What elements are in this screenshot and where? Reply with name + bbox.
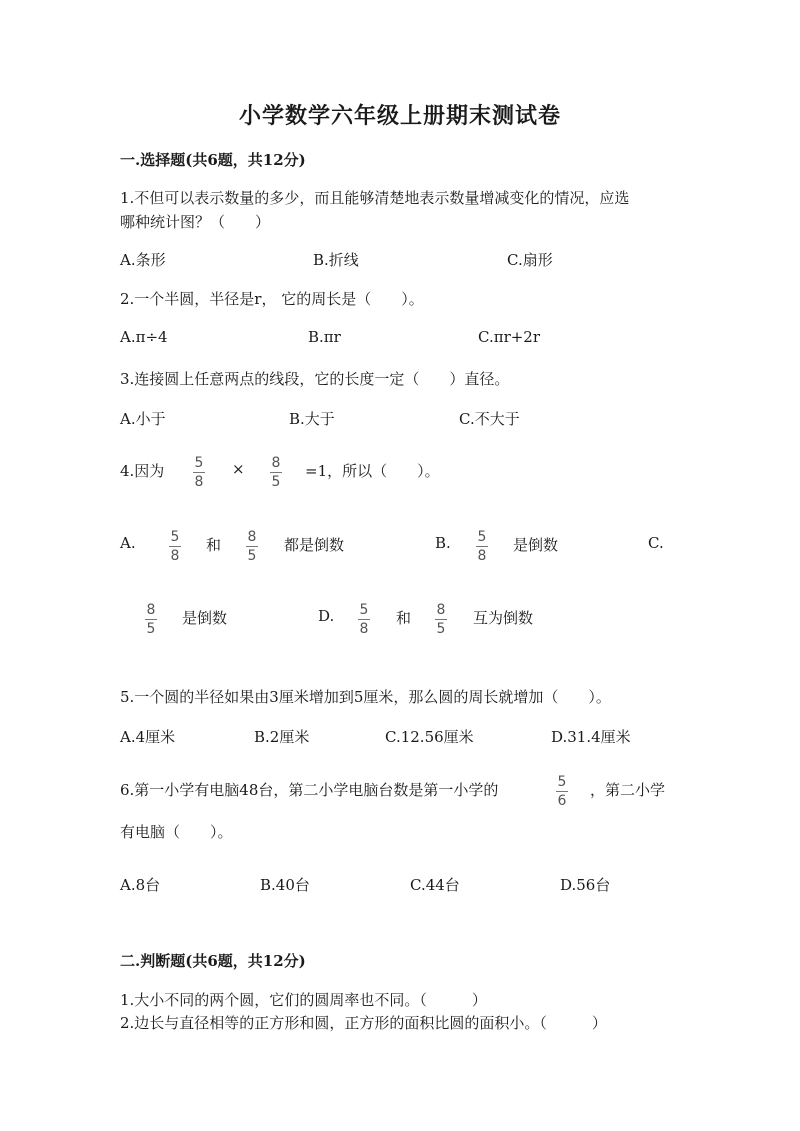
question-6-line-2: 有电脑（ ）。 <box>120 823 233 841</box>
fraction-5-8 <box>358 602 370 637</box>
option-5a: A.4厘米 <box>120 728 176 746</box>
option-2a: A.π÷4 <box>120 328 168 346</box>
question-4-suffix: =1，所以（ ）。 <box>305 462 440 480</box>
fraction-5-6 <box>556 774 568 809</box>
denominator: 5 <box>271 474 281 490</box>
is-reciprocal-text: 是倒数 <box>513 536 559 554</box>
question-2: 2.一个半圆，半径是r， 它的周长是（ ）。 <box>120 290 424 308</box>
option-5d: D.31.4厘米 <box>551 728 631 746</box>
judge-question-1: 1.大小不同的两个圆，它们的圆周率也不同。（ ） <box>120 991 487 1009</box>
is-reciprocal-text: 是倒数 <box>182 609 228 627</box>
question-4-prefix: 4.因为 <box>120 462 165 480</box>
option-6d: D.56台 <box>560 876 611 894</box>
question-3: 3.连接圆上任意两点的线段，它的长度一定（ ）直径。 <box>120 370 510 388</box>
question-1-line-2: 哪种统计图？（ ） <box>120 213 271 231</box>
option-1c: C.扇形 <box>507 251 553 269</box>
fraction-8-5 <box>270 455 282 490</box>
denominator: 8 <box>194 474 204 490</box>
numerator: 5 <box>557 774 567 790</box>
option-6a: A.8台 <box>120 876 161 894</box>
judge-question-2: 2.边长与直径相等的正方形和圆，正方形的面积比圆的面积小。（ ） <box>120 1014 607 1032</box>
times-sign: × <box>232 460 245 478</box>
numerator: 5 <box>170 529 180 545</box>
fraction-bar <box>556 791 568 792</box>
fraction-8-5 <box>246 529 258 564</box>
fraction-5-8 <box>476 529 488 564</box>
option-6c: C.44台 <box>410 876 460 894</box>
option-5c: C.12.56厘米 <box>385 728 474 746</box>
option-2c: C.πr+2r <box>478 328 541 346</box>
numerator: 8 <box>436 602 446 618</box>
denominator: 5 <box>436 621 446 637</box>
option-3a: A.小于 <box>120 410 166 428</box>
option-1b: B.折线 <box>313 251 359 269</box>
fraction-5-8 <box>169 529 181 564</box>
fraction-bar <box>435 619 447 620</box>
fraction-8-5 <box>145 602 157 637</box>
numerator: 5 <box>359 602 369 618</box>
fraction-bar <box>145 619 157 620</box>
page-title: 小学数学六年级上册期末测试卷 <box>238 103 561 129</box>
denominator: 6 <box>557 793 567 809</box>
and-text: 和 <box>396 609 412 627</box>
fraction-8-5 <box>435 602 447 637</box>
mutual-reciprocal-text: 互为倒数 <box>473 609 534 627</box>
question-6-prefix: 6.第一小学有电脑48台，第二小学电脑台数是第一小学的 <box>120 781 499 799</box>
numerator: 5 <box>194 455 204 471</box>
option-4b-label: B. <box>435 534 451 552</box>
fraction-bar <box>476 546 488 547</box>
fraction-bar <box>246 546 258 547</box>
denominator: 8 <box>477 548 487 564</box>
option-4c-label: C. <box>648 534 664 552</box>
option-3c: C.不大于 <box>459 410 520 428</box>
denominator: 8 <box>170 548 180 564</box>
question-6-suffix: ，第二小学 <box>590 781 666 799</box>
option-4d-label: D. <box>318 607 335 625</box>
fraction-bar <box>193 472 205 473</box>
question-5: 5.一个圆的半径如果由3厘米增加到5厘米，那么圆的周长就增加（ ）。 <box>120 688 611 706</box>
denominator: 8 <box>359 621 369 637</box>
numerator: 8 <box>271 455 281 471</box>
option-5b: B.2厘米 <box>254 728 310 746</box>
both-reciprocal-text: 都是倒数 <box>284 536 345 554</box>
fraction-bar <box>358 619 370 620</box>
fraction-bar <box>169 546 181 547</box>
numerator: 5 <box>477 529 487 545</box>
denominator: 5 <box>146 621 156 637</box>
numerator: 8 <box>146 602 156 618</box>
fraction-bar <box>270 472 282 473</box>
question-1-line-1: 1.不但可以表示数量的多少，而且能够清楚地表示数量增减变化的情况，应选 <box>120 189 630 207</box>
fraction-5-8 <box>193 455 205 490</box>
option-4a-label: A. <box>120 534 136 552</box>
section-heading-choice: 一.选择题(共6题，共12分) <box>120 151 306 169</box>
option-1a: A.条形 <box>120 251 166 269</box>
and-text: 和 <box>206 536 222 554</box>
option-3b: B.大于 <box>289 410 335 428</box>
option-6b: B.40台 <box>260 876 310 894</box>
numerator: 8 <box>247 529 257 545</box>
option-2b: B.πr <box>308 328 341 346</box>
denominator: 5 <box>247 548 257 564</box>
section-heading-judgement: 二.判断题(共6题，共12分) <box>120 952 306 970</box>
